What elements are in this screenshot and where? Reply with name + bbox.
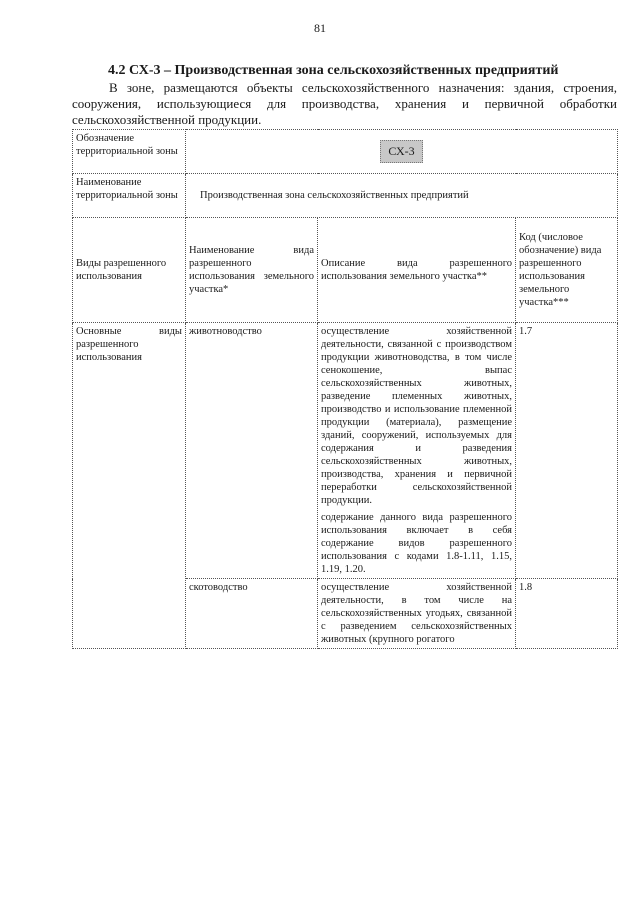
use-code: 1.7	[516, 323, 618, 579]
use-description	[318, 323, 516, 579]
table-row	[73, 218, 618, 323]
col-header-name: Наименование вида разрешенного использования земельного участка*	[186, 218, 318, 323]
col-header-code: Код (числовое обозначение) вида разрешенного использования земельного участка***	[516, 218, 618, 323]
use-code: 1.8	[516, 579, 618, 649]
zone-name-value: Производственная зона сельскохозяйственных предприятий	[186, 174, 618, 218]
use-name: животноводство	[186, 323, 318, 579]
group-main-label: Основные виды разрешенного использования	[73, 323, 186, 649]
intro-paragraph: В зоне, размещаются объекты сельскохозяйственного назначения: здания, строения, сооружения, использующиеся для производства, хранения и первичной обработки сельскохозяйственной продукции.	[72, 80, 617, 127]
page-number: 81	[314, 21, 326, 35]
section-heading: 4.2 СХ-3 – Производственная зона сельскохозяйственных предприятий	[108, 63, 559, 78]
table-row	[73, 130, 618, 174]
uses-label: Виды разрешенного использования	[73, 218, 186, 323]
use-name: скотоводство	[186, 579, 318, 649]
zone-code-cell	[186, 130, 618, 174]
use-description-paragraph: осуществление хозяйственной деятельности, в том числе на сельскохозяйственных угодьях, связанной с разведением сельскохозяйственных животных (крупного рогатого	[321, 582, 512, 645]
table-row	[73, 323, 618, 579]
zone-table	[72, 129, 618, 649]
zone-code-badge: СХ-3	[380, 140, 422, 163]
zone-code-label: Обозначение территориальной зоны	[73, 130, 186, 174]
use-description-paragraph: осуществление хозяйственной деятельности, связанной с производством продукции животноводства, в том числе сенокошение, выпас сельскохозяйственных животных, разведение племенных животных, производство и использование племенной продукции (материала), размещение зданий, сооружений, используемых для содержания и разведения сельскохозяйственных животных, производства, хранения и первичной переработки сельскохозяйственной продукции.	[321, 326, 512, 506]
zone-name-label: Наименование территориальной зоны	[73, 174, 186, 218]
table-row	[73, 174, 618, 218]
use-description-paragraph: содержание данного вида разрешенного использования включает в себя содержание видов разрешенного использования с кодами 1.8-1.11, 1.15, 1.19, 1.20.	[321, 512, 512, 575]
use-description	[318, 579, 516, 649]
col-header-description: Описание вида разрешенного использования земельного участка**	[318, 218, 516, 323]
